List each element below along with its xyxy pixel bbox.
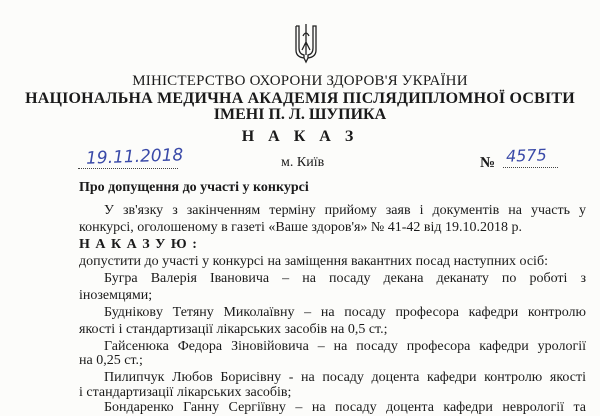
person-1-line-2: іноземцями; (79, 288, 153, 303)
person-5-line-1: Бондаренко Ганну Сергіївну – на посаду доцента кафедри неврології та (104, 400, 586, 415)
person-4-line-2: і стандартизації лікарських засобів; (79, 385, 292, 400)
person-1-line-1: Бугра Валерія Івановича – на посаду декана деканату по роботі з (104, 271, 586, 286)
order-number-sign: № (480, 155, 496, 171)
order-title: Н А К А З (241, 128, 359, 145)
person-2-line-1: Будніковy Тетяну Миколаївну – на посаду професора кафедри контролю (104, 305, 586, 320)
person-3-line-2: на 0,25 ст.; (79, 353, 143, 368)
order-city: м. Київ (281, 155, 325, 170)
academy-name: НАЦІОНАЛЬНА МЕДИЧНА АКАДЕМІЯ ПІСЛЯДИПЛОМНОЇ ОСВІТИ (25, 90, 575, 107)
ministry-name: МІНІСТЕРСТВО ОХОРОНИ ЗДОРОВ'Я УКРАЇНИ (132, 73, 468, 89)
intro-line-2: конкурсі, оголошеному в газеті «Ваше здоров'я» № 41-42 від 19.10.2018 р. (79, 220, 523, 235)
intro-line-1: У зв'язку з закінченням терміну прийому заяв і документів на участь у (104, 203, 586, 218)
order-subject: Про допущення до участі у конкурсі (79, 180, 309, 195)
order-word: Н А К А З У Ю : (79, 237, 198, 252)
order-number: 4575 (505, 145, 548, 166)
person-3-line-1: Гайсенюка Федора Зіновійовича – на посаду професора кафедри урології (104, 339, 586, 354)
admit-line: допустити до участі у конкурсі на заміщення вакантних посад наступних осіб: (79, 254, 548, 269)
person-4-line-1: Пилипчук Любов Борисівну - на посаду доцента кафедри контролю якості (104, 370, 586, 385)
order-date: 19.11.2018 (85, 145, 184, 169)
academy-named-after: ІМЕНІ П. Л. ШУПИКА (213, 106, 387, 123)
number-underline (503, 167, 558, 168)
date-underline (78, 168, 178, 169)
trident-emblem-icon (293, 22, 319, 64)
person-2-line-2: якості і стандартизації лікарських засобів на 0,5 ст.; (79, 322, 388, 337)
